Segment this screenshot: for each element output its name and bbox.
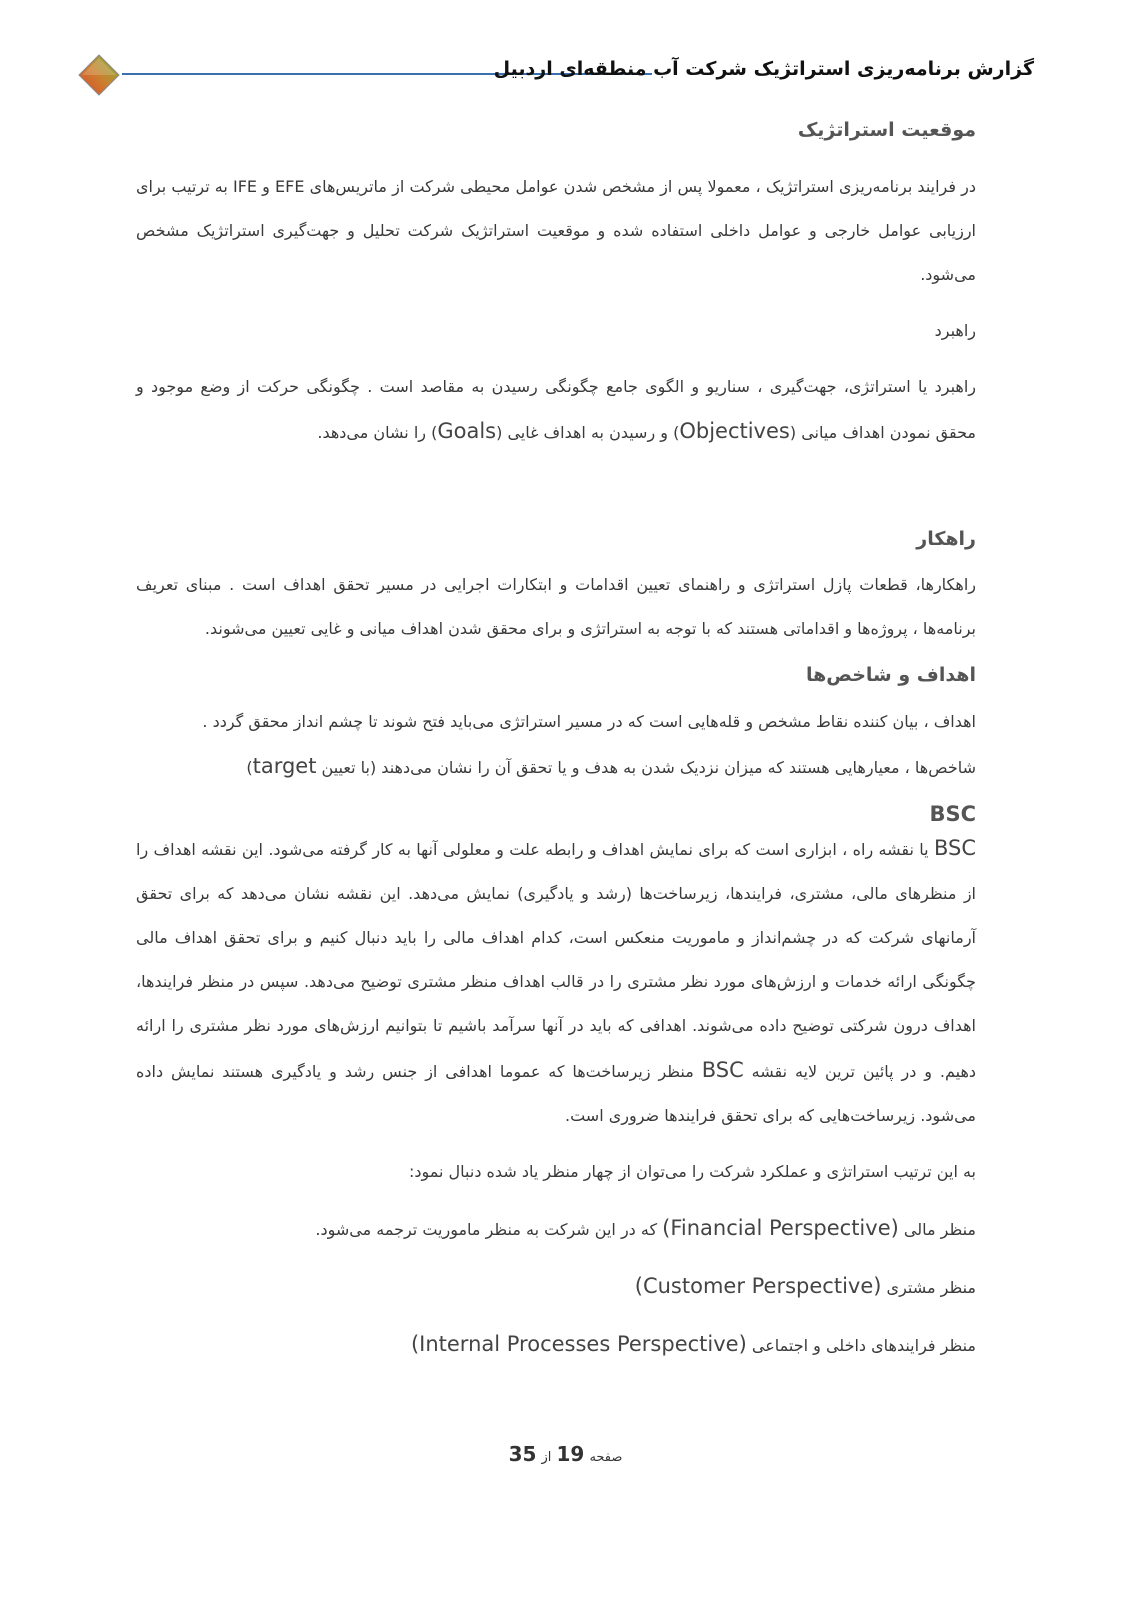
indicators-text-1: شاخص‌ها ، معیارهایی هستند که میزان نزدیک شدن به هدف و یا تحقق آن را نشان می‌دهند (با تعیین	[316, 758, 976, 778]
paragraph-bsc	[136, 826, 976, 1138]
perspective-internal-label: منظر فرایندهای داخلی و اجتماعی	[746, 1336, 976, 1356]
paragraph-goals: اهداف ، بیان کننده نقاط مشخص و قله‌هایی است که در مسیر استراتژی می‌باید فتح شوند تا چشم انداز محقق گردد .	[202, 712, 976, 732]
perspective-internal-processes	[136, 1322, 976, 1368]
page-footer	[0, 1442, 1131, 1466]
perspective-customer	[136, 1264, 976, 1310]
header-title: گزارش برنامه‌ریزی استراتژیک شرکت آب منطقه‌ای اردبیل	[493, 58, 1034, 80]
perspective-customer-label: منظر مشتری	[881, 1278, 976, 1298]
bsc-term-2: BSC	[701, 1058, 744, 1083]
objectives-term: Objectives	[679, 418, 790, 443]
paragraph-strategy	[136, 365, 976, 455]
indicators-text-2: )	[246, 758, 253, 778]
perspective-financial	[136, 1206, 976, 1252]
perspective-internal-en: (Internal Processes Perspective)	[410, 1332, 747, 1357]
paragraph-strategic-position: در فرایند برنامه‌ریزی استراتژیک ، معمولا پس از مشخص شدن عوامل محیطی شرکت از ماتریس‌های EFE و IFE به ترتیب برای ارزیابی عوامل خارجی و عوامل داخلی استفاده شده و موقعیت استراتژیک شرکت تحلیل و جهت‌گیری استراتژیک مشخص می‌شود.	[136, 176, 977, 284]
section-heading-tactics: راهکار	[916, 527, 976, 550]
section-heading-strategy: راهبرد	[934, 320, 976, 340]
goals-term: Goals	[437, 418, 497, 443]
page-word: صفحه	[589, 1450, 623, 1465]
diamond-logo-icon	[78, 54, 120, 96]
section-heading-goals-indicators: اهداف و شاخص‌ها	[805, 664, 976, 687]
section-heading-bsc: BSC	[929, 802, 976, 827]
perspective-financial-label: منظر مالی	[898, 1220, 976, 1240]
page-number: 19	[556, 1442, 585, 1466]
total-pages: 35	[508, 1442, 537, 1466]
bsc-term: BSC	[933, 836, 976, 861]
perspective-customer-en: (Customer Perspective)	[634, 1274, 882, 1299]
paragraph-tactics: راهکارها، قطعات پازل استراتژی و راهنمای تعیین اقدامات و ابتکارات اجرایی در مسیر تحقق اهداف است . مبنای تعریف برنامه‌ها ، پروژه‌ها و اقداماتی هستند که با توجه به استراتژی و برای محقق شدن اهداف میانی و غایی تعیین می‌شوند.	[136, 575, 976, 639]
page-header	[78, 50, 1034, 100]
paragraph-indicators	[136, 744, 976, 790]
section-heading-strategic-position: موقعیت استراتژیک	[797, 119, 976, 141]
of-word: از	[541, 1450, 552, 1465]
document-body	[136, 118, 976, 1368]
paragraph-perspectives-intro: به این ترتیب استراتژی و عملکرد شرکت را می‌توان از چهار منظر یاد شده دنبال نمود:	[408, 1162, 976, 1182]
perspective-financial-en: (Financial Perspective)	[662, 1216, 899, 1241]
strategy-text-2: ) و رسیدن به اهداف غایی (	[496, 422, 680, 442]
perspective-financial-tail: که در این شرکت به منظر ماموریت ترجمه می‌شود.	[315, 1220, 663, 1240]
strategy-text-1: راهبرد یا استراتژی، جهت‌گیری ، سناریو و الگوی جامع چگونگی رسیدن به مقاصد است . چگونگی حرکت از وضع موجود و محقق نمودن اهداف میانی (	[136, 376, 976, 442]
strategy-text-3: ) را نشان می‌دهد.	[317, 422, 438, 442]
bsc-text-1: یا نقشه راه ، ابزاری است که برای نمایش اهداف و رابطه علت و معلولی آنها به کار گرفته می‌شود. این نقشه اهداف را از منظرهای مالی، مشتری، فرایندها، زیرساخت‌ها (رشد و یادگیری) نمایش می‌دهد. این نقشه نشان می‌دهد که برای تحقق آرمانهای شرکت که در چشم‌انداز و ماموریت منعکس است، کدام اهداف مالی را باید دنبال کنیم و برای تحقق اهداف مالی چگونگی ارائه خدمات و ارزش‌های مورد نظر مشتری را در قالب اهداف منظر مشتری توضیح می‌دهد. سپس در منظر فرایندها، اهداف درون شرکتی توضیح داده می‌شوند. اهدافی که باید در آنها سرآمد باشیم تا بتوانیم ارزش‌های مورد نظر مشتری را ارائه دهیم. و در پائین ترین لایه نقشه	[136, 840, 976, 1082]
target-term: target	[252, 754, 317, 779]
bsc-text-2: منظر زیرساخت‌ها که عموما اهدافی از جنس رشد و یادگیری هستند نمایش داده می‌شود. زیرساخت‌هایی که برای تحقق فرایندها ضروری است.	[136, 1062, 976, 1126]
